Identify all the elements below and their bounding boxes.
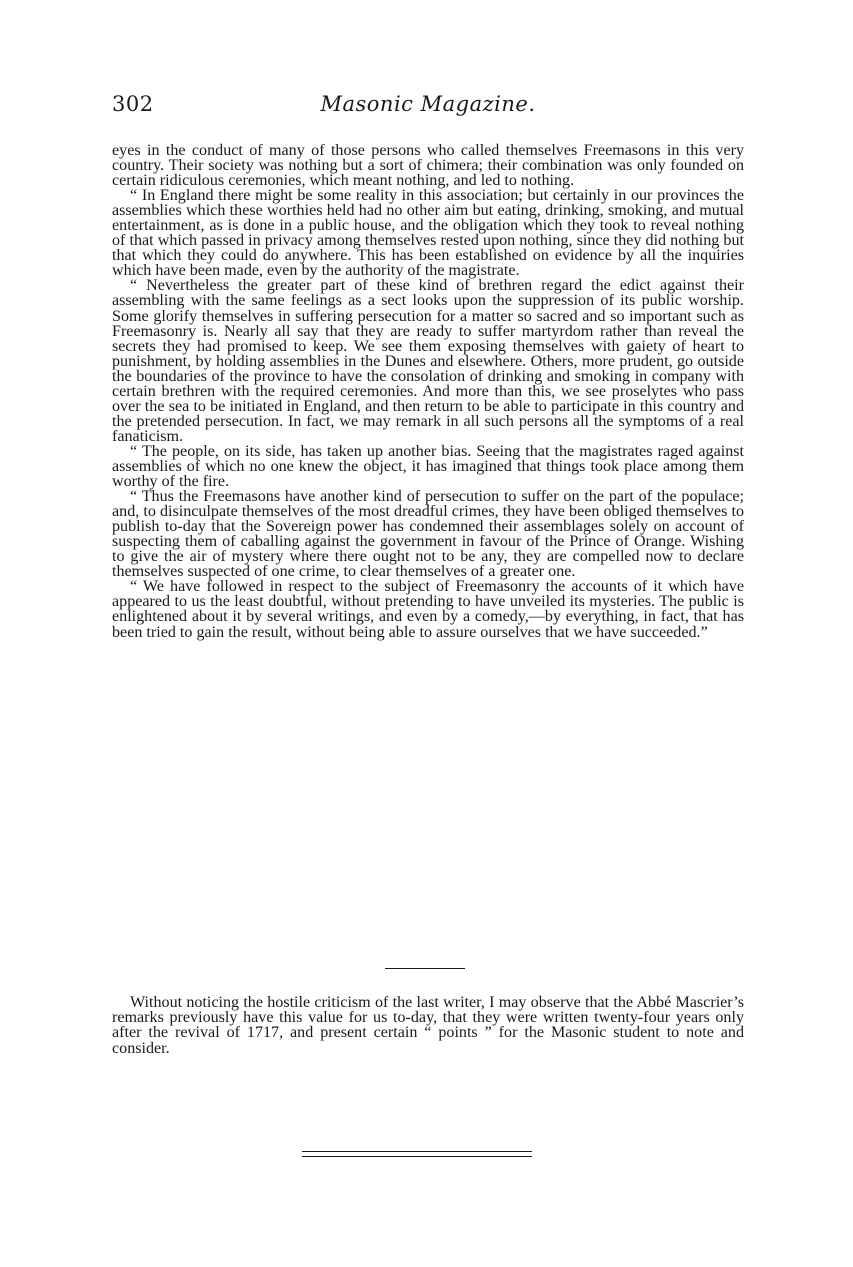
end-of-article-rule-bottom: [302, 1156, 532, 1157]
paragraph-followed: “ We have followed in respect to the subject of Freemasonry the accounts of it which have appeared to us the least doubtful, without pretending to have unveiled its mysteries. The public is enlightened about it by several writings, and even by a comedy,—by everything, in fact, that has been tried to gain the result, without being able to assure ourselves that we have succeeded.”: [112, 578, 744, 641]
article-body: [112, 143, 744, 640]
end-of-article-rule-top: [302, 1151, 532, 1152]
page-number: 302: [112, 92, 154, 116]
closing-remarks: [112, 995, 744, 1056]
paragraph-populace: “ Thus the Freemasons have another kind of persecution to suffer on the part of the populace; and, to disinculpate themselves of the most dreadful crimes, they have been obliged themselves to publish to-day that the Sovereign power has condemned their assemblages solely on account of suspecting them of caballing against the government in favour of the Prince of Orange. Wishing to give the air of mystery where there ought not to be any, they are compelled now to declare themselves suspected of one crime, to clear themselves of a greater one.: [112, 488, 744, 581]
paragraph-continuation: eyes in the conduct of many of those persons who called themselves Freemasons in this very country. Their society was nothing but a sort of chimera; their combination was only founded on certain ridiculous ceremonies, which meant nothing, and led to nothing.: [112, 142, 744, 190]
paragraph-closing: Without noticing the hostile criticism of the last writer, I may observe that the Abbé Mascrier’s remarks previously have this value for us to-day, that they were written twenty-four years only after the revival of 1717, and present certain “ points ” for the Masonic student to note and consider.: [112, 994, 744, 1057]
section-divider-rule: [385, 968, 465, 969]
running-title: Masonic Magazine.: [320, 92, 536, 116]
paragraph-england: “ In England there might be some reality in this association; but certainly in our provinces the assemblies which these worthies held had no other aim but eating, drinking, smoking, and mutual entertainment, as is done in a public house, and the obligation which they took to reveal nothing of that which passed in privacy among themselves rested upon nothing, since they did nothing but that which they could do anywhere. This has been established on evidence by all the inquiries which have been made, even by the authority of the magistrate.: [112, 187, 744, 280]
paragraph-nevertheless: “ Nevertheless the greater part of these kind of brethren regard the edict against their assembling with the same feelings as a sect looks upon the suppression of its public worship. Some glorify themselves in suffering persecution for a matter so sacred and so important such as Freemasonry is. Nearly all say that they are ready to suffer martyrdom rather than reveal the secrets they had promised to keep. We see them exposing themselves with gaiety of heart to punishment, by holding assemblies in the Dunes and elsewhere. Others, more prudent, go outside the boundaries of the province to have the consolation of drinking and smoking in company with certain brethren with the required ceremonies. And more than this, we see proselytes who pass over the sea to be initiated in England, and then return to be able to participate in this country and the pretended persecution. In fact, we may remark in all such persons all the symptoms of a real fanaticism.: [112, 277, 744, 445]
paragraph-people: “ The people, on its side, has taken up another bias. Seeing that the magistrates raged against assemblies of which no one knew the object, it has imagined that things took place among them worthy of the fire.: [112, 442, 744, 491]
page-header: [112, 92, 744, 126]
